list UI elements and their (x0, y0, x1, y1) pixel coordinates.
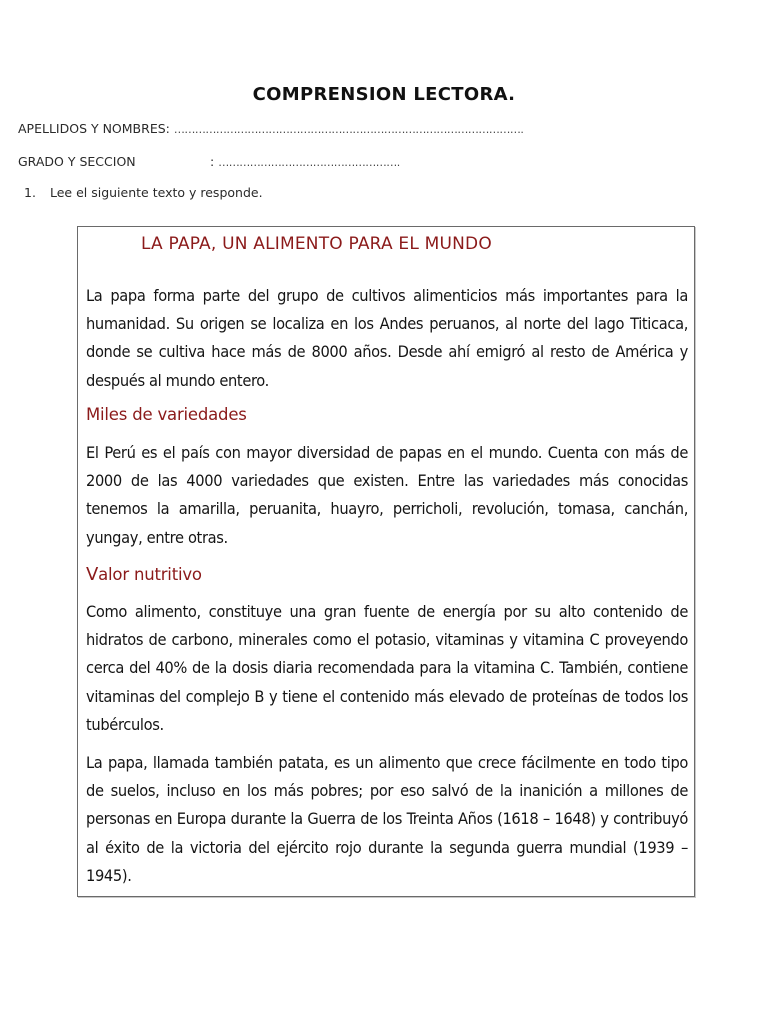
heading-initial: V (86, 564, 99, 585)
section-heading-varieties: Miles de variedades (86, 405, 247, 424)
reading-paragraph-varieties: El Perú es el país con mayor diversidad de papas en el mundo. Cuenta con más de 2000 de las 4000 variedades que existen. Entre las variedades más conocidas tenemos la amarilla, peruanita, huayro, perricholi, revolución, tomasa, canchán, yungay, entre otras. (86, 443, 688, 547)
names-field (18, 121, 523, 136)
grade-blank: ……………………………………………. (218, 156, 400, 169)
section-heading-nutrition (86, 564, 202, 585)
instruction-text: Lee el siguiente texto y responde. (49, 185, 263, 200)
reading-paragraph-origin: La papa forma parte del grupo de cultivos alimenticios más importantes para la humanidad. Su origen se localiza en los Andes peruanos, al norte del lago Titicaca, donde se cultiva hace más de 8000 años. Desde ahí emigró al resto de América y después al mundo entero. (86, 286, 688, 390)
reading-title: LA PAPA, UN ALIMENTO PARA EL MUNDO (141, 234, 492, 254)
instruction-number: 1. (24, 185, 36, 200)
reading-text-box (77, 226, 695, 897)
instruction-item (24, 185, 263, 200)
names-blank: ………………………………………………………………………………………. (173, 123, 524, 136)
heading-rest: alor nutritivo (98, 565, 202, 584)
grade-field (18, 154, 400, 169)
reading-paragraph-nutrition: Como alimento, constituye una gran fuente de energía por su alto contenido de hidratos de carbono, minerales como el potasio, vitaminas y vitamina C proveyendo cerca del 40% de la dosis diaria recomendada para la vitamina C. También, contiene vitaminas del complejo B y tiene el contenido más elevado de proteínas de todos los tubérculos. (86, 602, 688, 734)
grade-label: GRADO Y SECCION (18, 154, 136, 169)
names-label: APELLIDOS Y NOMBRES: (18, 121, 170, 136)
reading-paragraph-history: La papa, llamada también patata, es un alimento que crece fácilmente en todo tipo de suelos, incluso en los más pobres; por eso salvó de la inanición a millones de personas en Europa durante la Guerra de los Treinta Años (1618 – 1648) y contribuyó al éxito de la victoria del ejército rojo durante la segunda guerra mundial (1939 – 1945). (86, 753, 688, 885)
grade-colon: : (209, 154, 215, 169)
page-title: COMPRENSION LECTORA. (252, 84, 516, 105)
